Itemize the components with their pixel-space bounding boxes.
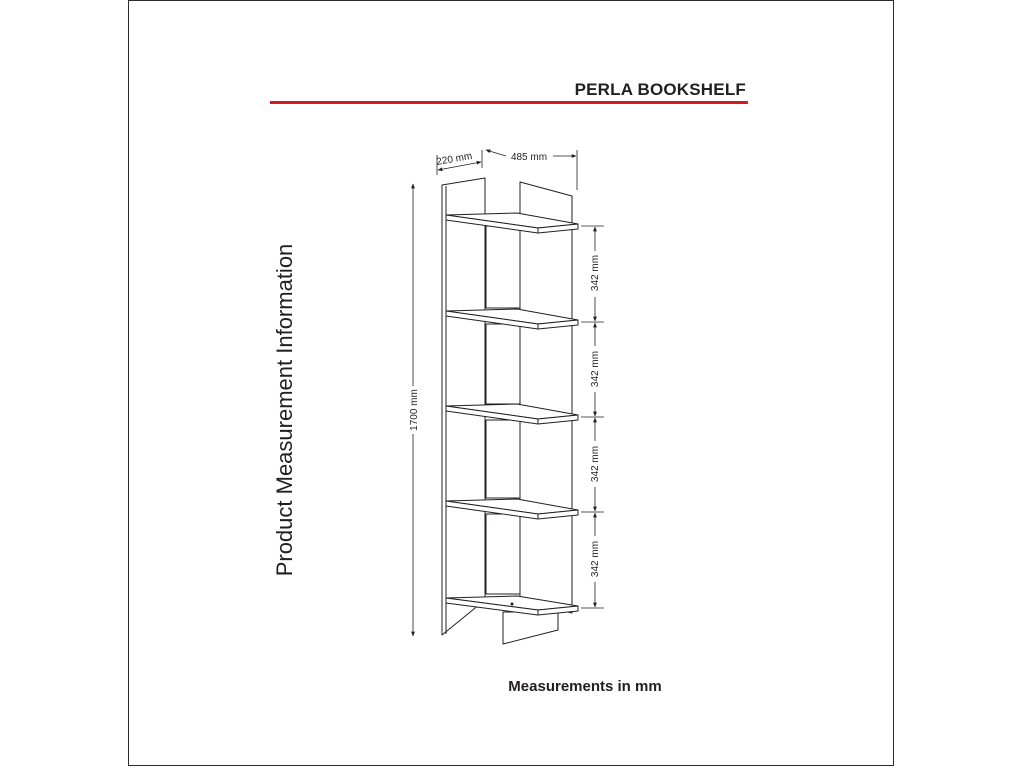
width-label: 485 mm — [510, 152, 548, 163]
spacing-label-4: 342 mm — [590, 540, 601, 578]
measurements-note: Measurements in mm — [508, 678, 662, 695]
height-label: 1700 mm — [409, 389, 420, 431]
spacing-label-1: 342 mm — [590, 254, 601, 292]
divider-3 — [486, 420, 520, 498]
divider-4 — [486, 514, 520, 594]
right-side-panel — [520, 182, 572, 613]
divider-1 — [486, 226, 520, 308]
product-title: PERLA BOOKSHELF — [574, 80, 746, 99]
base-foot — [503, 612, 558, 644]
divider-2 — [486, 324, 520, 404]
depth-label: 220 mm — [435, 150, 474, 168]
spacing-label-3: 342 mm — [590, 445, 601, 483]
side-heading-text: Product Measurement Information — [272, 243, 297, 577]
spacing-label-2: 342 mm — [590, 350, 601, 388]
